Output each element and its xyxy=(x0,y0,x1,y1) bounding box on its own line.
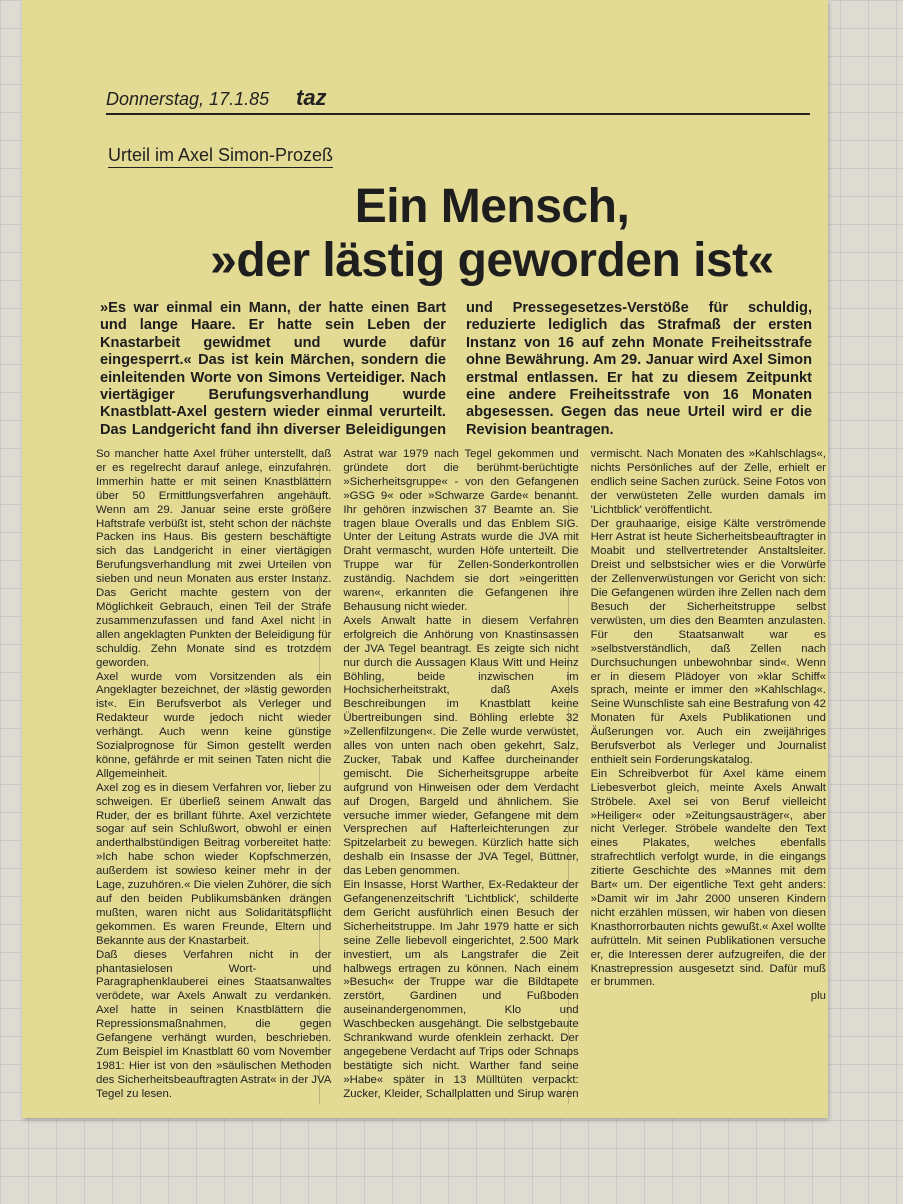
body-paragraph: Daß dieses Verfahren nicht in der phantasielosen Wort- und Paragraphenklauberei eines Staatsanwaltes verödete, war Axels Anwalt zu verdanken. Axel hatte in seinen Knastblättern die Repressionsmaßnahmen, die gegen Gefangene verhängt wurden, beschrieben. Zum Beispiel im Knastblatt 60 vom November 1981: Hier ist von den »säulischen Methoden des Sicherheitsbeauftragten Astrat« in der JVA Tegel zu lesen. xyxy=(96,948,332,1100)
body-paragraph: Der grauhaarige, eisige Kälte verströmende Herr Astrat ist heute Sicherheitsbeauftragter in Moabit und stellvertretender Anstaltsleiter. Dreist und selbstsicher wies er die Vorwürfe der Zellenverwüstungen vor Gericht von sich: Die Gefangenen würden ihre Zellen nach dem Besuch der Sicherheitstruppe selbst verwüsten, um dies den Beamten anzulasten. Für den Staatsanwalt war es »selbstverständlich, daß Zellen nach Durchsuchungen unbewohnbar sind«. Wenn er in diesem Plädoyer von »klar Schiff« sprach, meinte er immer den »Kahlschlag«. Seine Wunschliste sah eine Bestrafung von 42 Monaten für Axels Publikationen und Äußerungen vor. Auch ein zweijähriges Berufsverbot als Verleger und Journalist enthielt sein Forderungskatalog. xyxy=(590,517,826,766)
body-paragraph: Ein Schreibverbot für Axel käme einem Liebesverbot gleich, meinte Axels Anwalt Ströbele. Axel sei von Beruf vielleicht »Heiliger« oder »Zeitungsausträger«, aber nicht Verleger. Ströbele wandelte den Text eines Plakates, welches ebenfalls strafrechtlich verfolgt wurde, in die eingangs zitierte Geschichte des »Mannes mit dem Bart« um. Der eigentliche Text geht anders: »Damit wir im Jahr 2000 unseren Kindern nicht erzählen müssen, wir haben von diesen Knasthorrorbauten nichts gewußt.« Axel wollte aufrütteln. Mit seinen Publikationen versuche er, die Interessen derer aufzugreifen, die der Knastrepression ausgesetzt sind. Dafür muß er brummen. xyxy=(590,767,826,989)
masthead: taz xyxy=(296,85,327,110)
author-signature: plu xyxy=(810,990,826,1003)
article-body xyxy=(96,448,826,1108)
date: Donnerstag, 17.1.85 xyxy=(106,89,270,109)
kicker: Urteil im Axel Simon-Prozeß xyxy=(108,145,333,168)
body-paragraph: Axel wurde vom Vorsitzenden als ein Angeklagter bezeichnet, der »lästig geworden ist«. Ein Berufsverbot als Verleger und Redakteur wurde jedoch nicht wieder verhängt. Auch wenn keine günstige Sozialprognose für Simon gestellt werden könne, gefährde er mit seinen Taten nicht die Allgemeinheit. xyxy=(96,670,332,780)
headline xyxy=(172,180,812,288)
body-paragraph: So mancher hatte Axel früher unterstellt, daß er es regelrecht darauf anlege, einzufahren. Immerhin hatte er mit seinen Knastblättern über 50 Ermittlungsverfahren angehäuft. Wenn am 29. Januar seine erste größere Haftstrafe verbüßt ist, steht schon der nächste Packen ins Haus. Bis gestern beschäftigte sich das Landgericht in einer viertägigen Berufungsverhandlung mit zwei Urteilen von sieben und neun Monaten aus erster Instanz. Das Gericht machte gestern von der Möglichkeit Gebrauch, einen Teil der Strafe zusammenzufassen und fand Axel nicht in allen angeklagten Punkten der Beleidigung für schuldig. Zehn Monate sind es trotzdem geworden. xyxy=(96,448,332,669)
dateline xyxy=(106,85,810,115)
body-paragraph: Ein Insasse, Horst Warther, Ex-Redakteur der Gefangenenzeitschrift 'Lichtblick', schilderte dem Gericht ausführlich einen Besuch der Sicherheitstruppe. Im Jahr 1979 hatte er sich seine Zelle liebevoll eingerichtet, 2.500 Mark investiert, um als Langstrafer die Zeit halbwegs ertragen zu können. Nach einem »Besuch« der Truppe war die Bildtapete zerstört, Gardinen und Fußboden auseinandergenommen, Klo und Waschbecken ausgehängt. Die selbstgebaute Schrankwand wurde ofenklein zerhackt. Der angegebene Verdacht auf Trips oder Schnaps bestätigte sich nicht. Warther fand seine »Habe« später in 13 Mülltüten verpackt: Zucker, Kleider, Schallplatten und Sirup waren vermischt. Nach Monaten des »Kahlschlags«, nichts Persönliches auf der Zelle, erhielt er endlich seine Sachen zurück. Seine Fotos von der verwüsteten Zelle wurden damals im 'Lichtblick' veröffentlicht. xyxy=(343,448,826,1100)
newspaper-clipping xyxy=(22,0,828,1118)
lead-paragraph: »Es war einmal ein Mann, der hatte einen Bart und lange Haare. Er hatte sein Leben der Knastarbeit gewidmet und wurde dafür eingesperrt.« Das ist kein Märchen, sondern die einleitenden Worte von Simons Verteidiger. Nach viertägiger Berufungsverhandlung wurde Knastblatt-Axel gestern wieder einmal verurteilt. Das Landgericht fand ihn diverser Beleidigungen und Pressegesetzes-Verstöße für schuldig, reduzierte lediglich das Strafmaß der ersten Instanz von 16 auf zehn Monate Freiheitsstrafe ohne Bewährung. Am 29. Januar wird Axel Simon erstmal entlassen. Er hat zu diesem Zeitpunkt eine andere Freiheitsstrafe von 16 Monaten abgesessen. Gegen das neue Urteil wird er die Revision beantragen. xyxy=(100,300,812,438)
body-paragraph: Astrat war 1979 nach Tegel gekommen und gründete dort die berühmt-berüchtigte »Sicherheitsgruppe« - von den Gefangenen »GSG 9« oder »Schwarze Garde« benannt. Ihr gehören inzwischen 37 Beamte an. Sie tragen blaue Overalls und das Enblem SIG. Unter der Leitung Astrats wurde die JVA mit Draht vermascht, wurden Höfe unterteilt. Die Truppe war für Zellen-Sonderkontrollen zuständig. Nachdem sie dort »eingeritten waren«, erkannten die Gefangenen ihre Behausung nicht wieder. xyxy=(343,448,579,613)
headline-line-2: »der lästig geworden ist« xyxy=(210,234,774,287)
body-paragraph: Axel zog es in diesem Verfahren vor, lieber zu schweigen. Er überließ seinem Anwalt das Ruder, der es brillant führte. Axel verzichtete sogar auf sein Schlußwort, obwohl er einen anderthalbstündigen Beitrag vorbereitet hatte: »Ich habe schon wieder Kopfschmerzen, außerdem ist sowieso keiner mehr in der Lage, zuzuhören.« Die vielen Zuhörer, die sich auf den beiden Publikumsbänken drängen mußten, waren nicht aus Solidaritätspflicht gekommen. Es waren Freunde, Eltern und Bekannte aus der Knastarbeit. xyxy=(96,781,332,947)
body-paragraph: Axels Anwalt hatte in diesem Verfahren erfolgreich die Anhörung von Knastinsassen der JVA Tegel beantragt. Es zeigte sich nicht nur durch die Aussagen Klaus Witt und Heinz Böhling, beide inzwischen im Hochsicherheitstrakt, daß Axels Beschreibungen im Knastblatt keine Übertreibungen sind. Böhling erlebte 32 »Zellenfilzungen«. Die Zelle wurde verwüstet, alles von unten nach oben gekehrt, Salz, Zucker, Tabak und Kaffee durcheinander gemischt. Die Sicherheitsgruppe arbeite aufgrund von Hinweisen oder dem Verdacht auf Drogen, Bargeld und ähnlichem. Sie versuche immer wieder, Gefangene mit dem Versprechen auf Hafterleichterungen zur Spitzelarbeit zu bewegen. Kürzlich hatte sich deshalb ein Insasse der JVA Tegel, Büttner, das Leben genommen. xyxy=(343,614,579,878)
headline-line-1: Ein Mensch, xyxy=(354,180,630,233)
